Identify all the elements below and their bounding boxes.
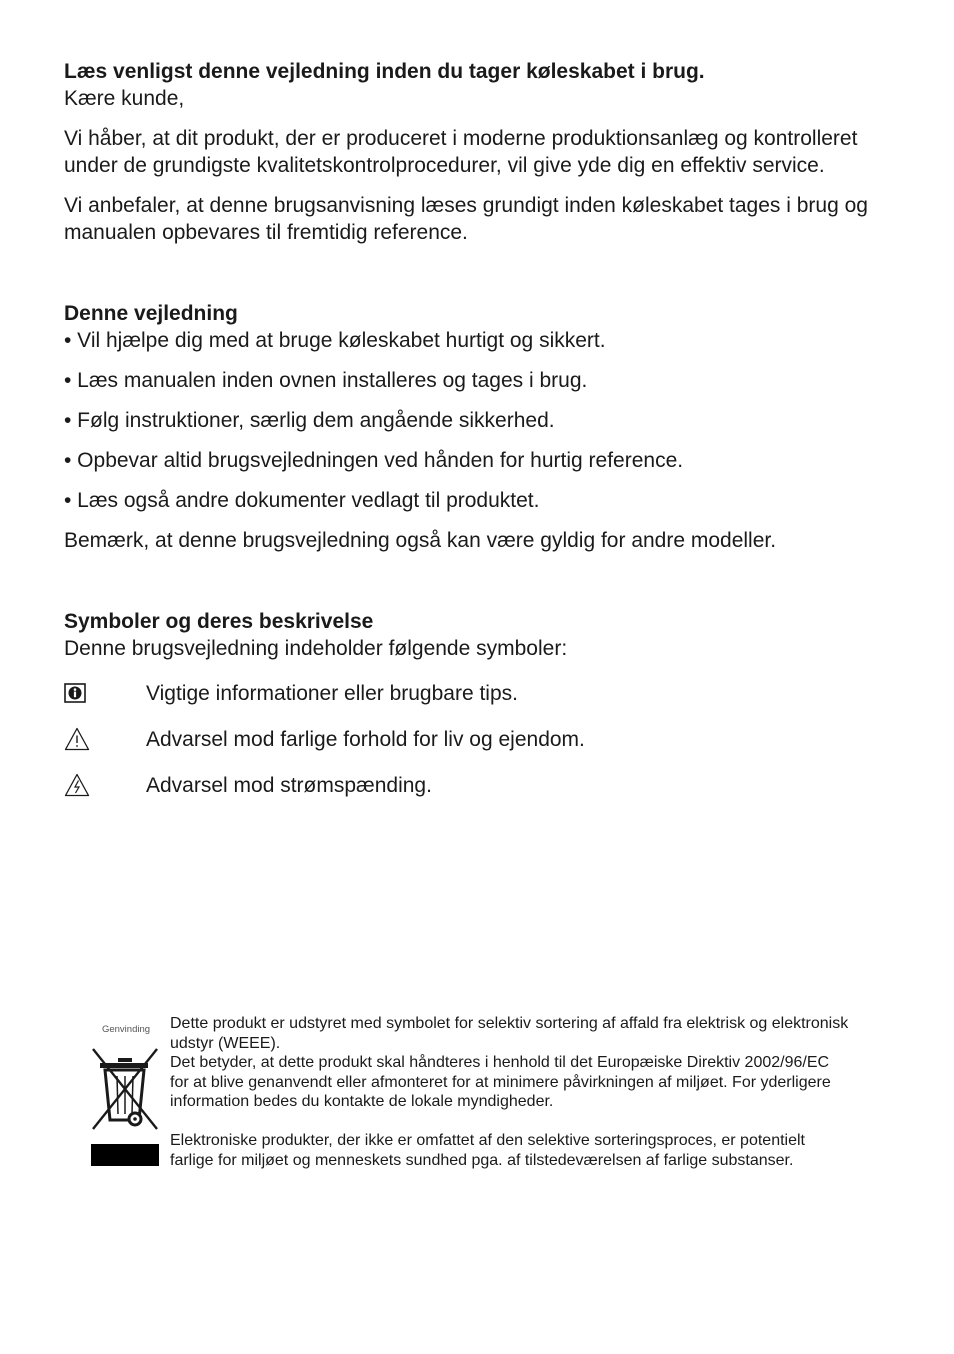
crossed-out-bin-icon [90,1046,162,1141]
guide-bullet: • Vil hjælpe dig med at bruge køleskabet hurtigt og sikkert. [64,329,606,352]
guide-bullet-list [64,327,894,514]
symbols-section [64,608,894,800]
info-icon [64,683,146,703]
symbols-list [64,678,894,800]
intro-paragraph-1: Vi håber, at dit produkt, der er produceret i moderne produktionsanlæg og kontrolleret under de grundigste kvalitetskontrolprocedurer, vil give yde dig en effektiv service. [64,127,858,177]
electric-warning-icon [64,773,146,797]
symbol-text-warning: Advarsel mod farlige forhold for liv og ejendom. [146,727,585,751]
weee-symbol-block [90,1014,162,1035]
guide-note: Bemærk, at denne brugsvejledning også kan være gyldig for andre modeller. [64,529,777,552]
guide-bullet: • Følg instruktioner, særlig dem angående sikkerhed. [64,409,555,432]
intro-greeting: Kære kunde, [64,87,185,110]
guide-heading: Denne vejledning [64,302,238,325]
symbols-intro: Denne brugsvejledning indeholder følgende symboler: [64,637,568,660]
symbol-row-warning [64,724,894,754]
guide-bullet: • Læs manualen inden ovnen installeres og tages i brug. [64,369,588,392]
weee-text-2: Det betyder, at dette produkt skal håndteres i henhold til det Europæiske Direktiv 2002/96/EC for at blive genanvendt eller afmonteret for at minimere påvirkningen af miljøet. For yderligere information bedes du kontakte de lokale myndigheder. [170,1054,831,1110]
weee-text-1: Dette produkt er udstyret med symbolet for selektiv sortering af affald fra elektrisk og elektronisk udstyr (WEEE). [170,1015,849,1052]
guide-bullet: • Opbevar altid brugsvejledningen ved hånden for hurtig reference. [64,449,684,472]
weee-text-block [170,1014,850,1170]
manual-page [64,58,894,800]
symbol-text-info: Vigtige informationer eller brugbare tips. [146,681,518,705]
symbols-heading: Symboler og deres beskrivelse [64,610,374,633]
symbol-text-electric: Advarsel mod strømspænding. [146,773,432,797]
guide-section [64,300,894,554]
weee-black-bar [91,1144,159,1166]
symbol-row-electric [64,770,894,800]
warning-triangle-icon [64,727,146,751]
intro-paragraph-2: Vi anbefaler, at denne brugsanvisning læses grundigt inden køleskabet tages i brug og manualen opbevares til fremtidig reference. [64,194,868,244]
weee-label: Genvinding [101,1024,151,1035]
intro-heading: Læs venligst denne vejledning inden du tager køleskabet i brug. [64,60,705,83]
guide-bullet: • Læs også andre dokumenter vedlagt til produktet. [64,489,540,512]
symbol-row-info [64,678,894,708]
weee-text-3: Elektroniske produkter, der ikke er omfattet af den selektive sorteringsproces, er potentielt farlige for miljøet og menneskets sundhed pga. af tilstedeværelsen af farlige substanser. [170,1132,805,1169]
